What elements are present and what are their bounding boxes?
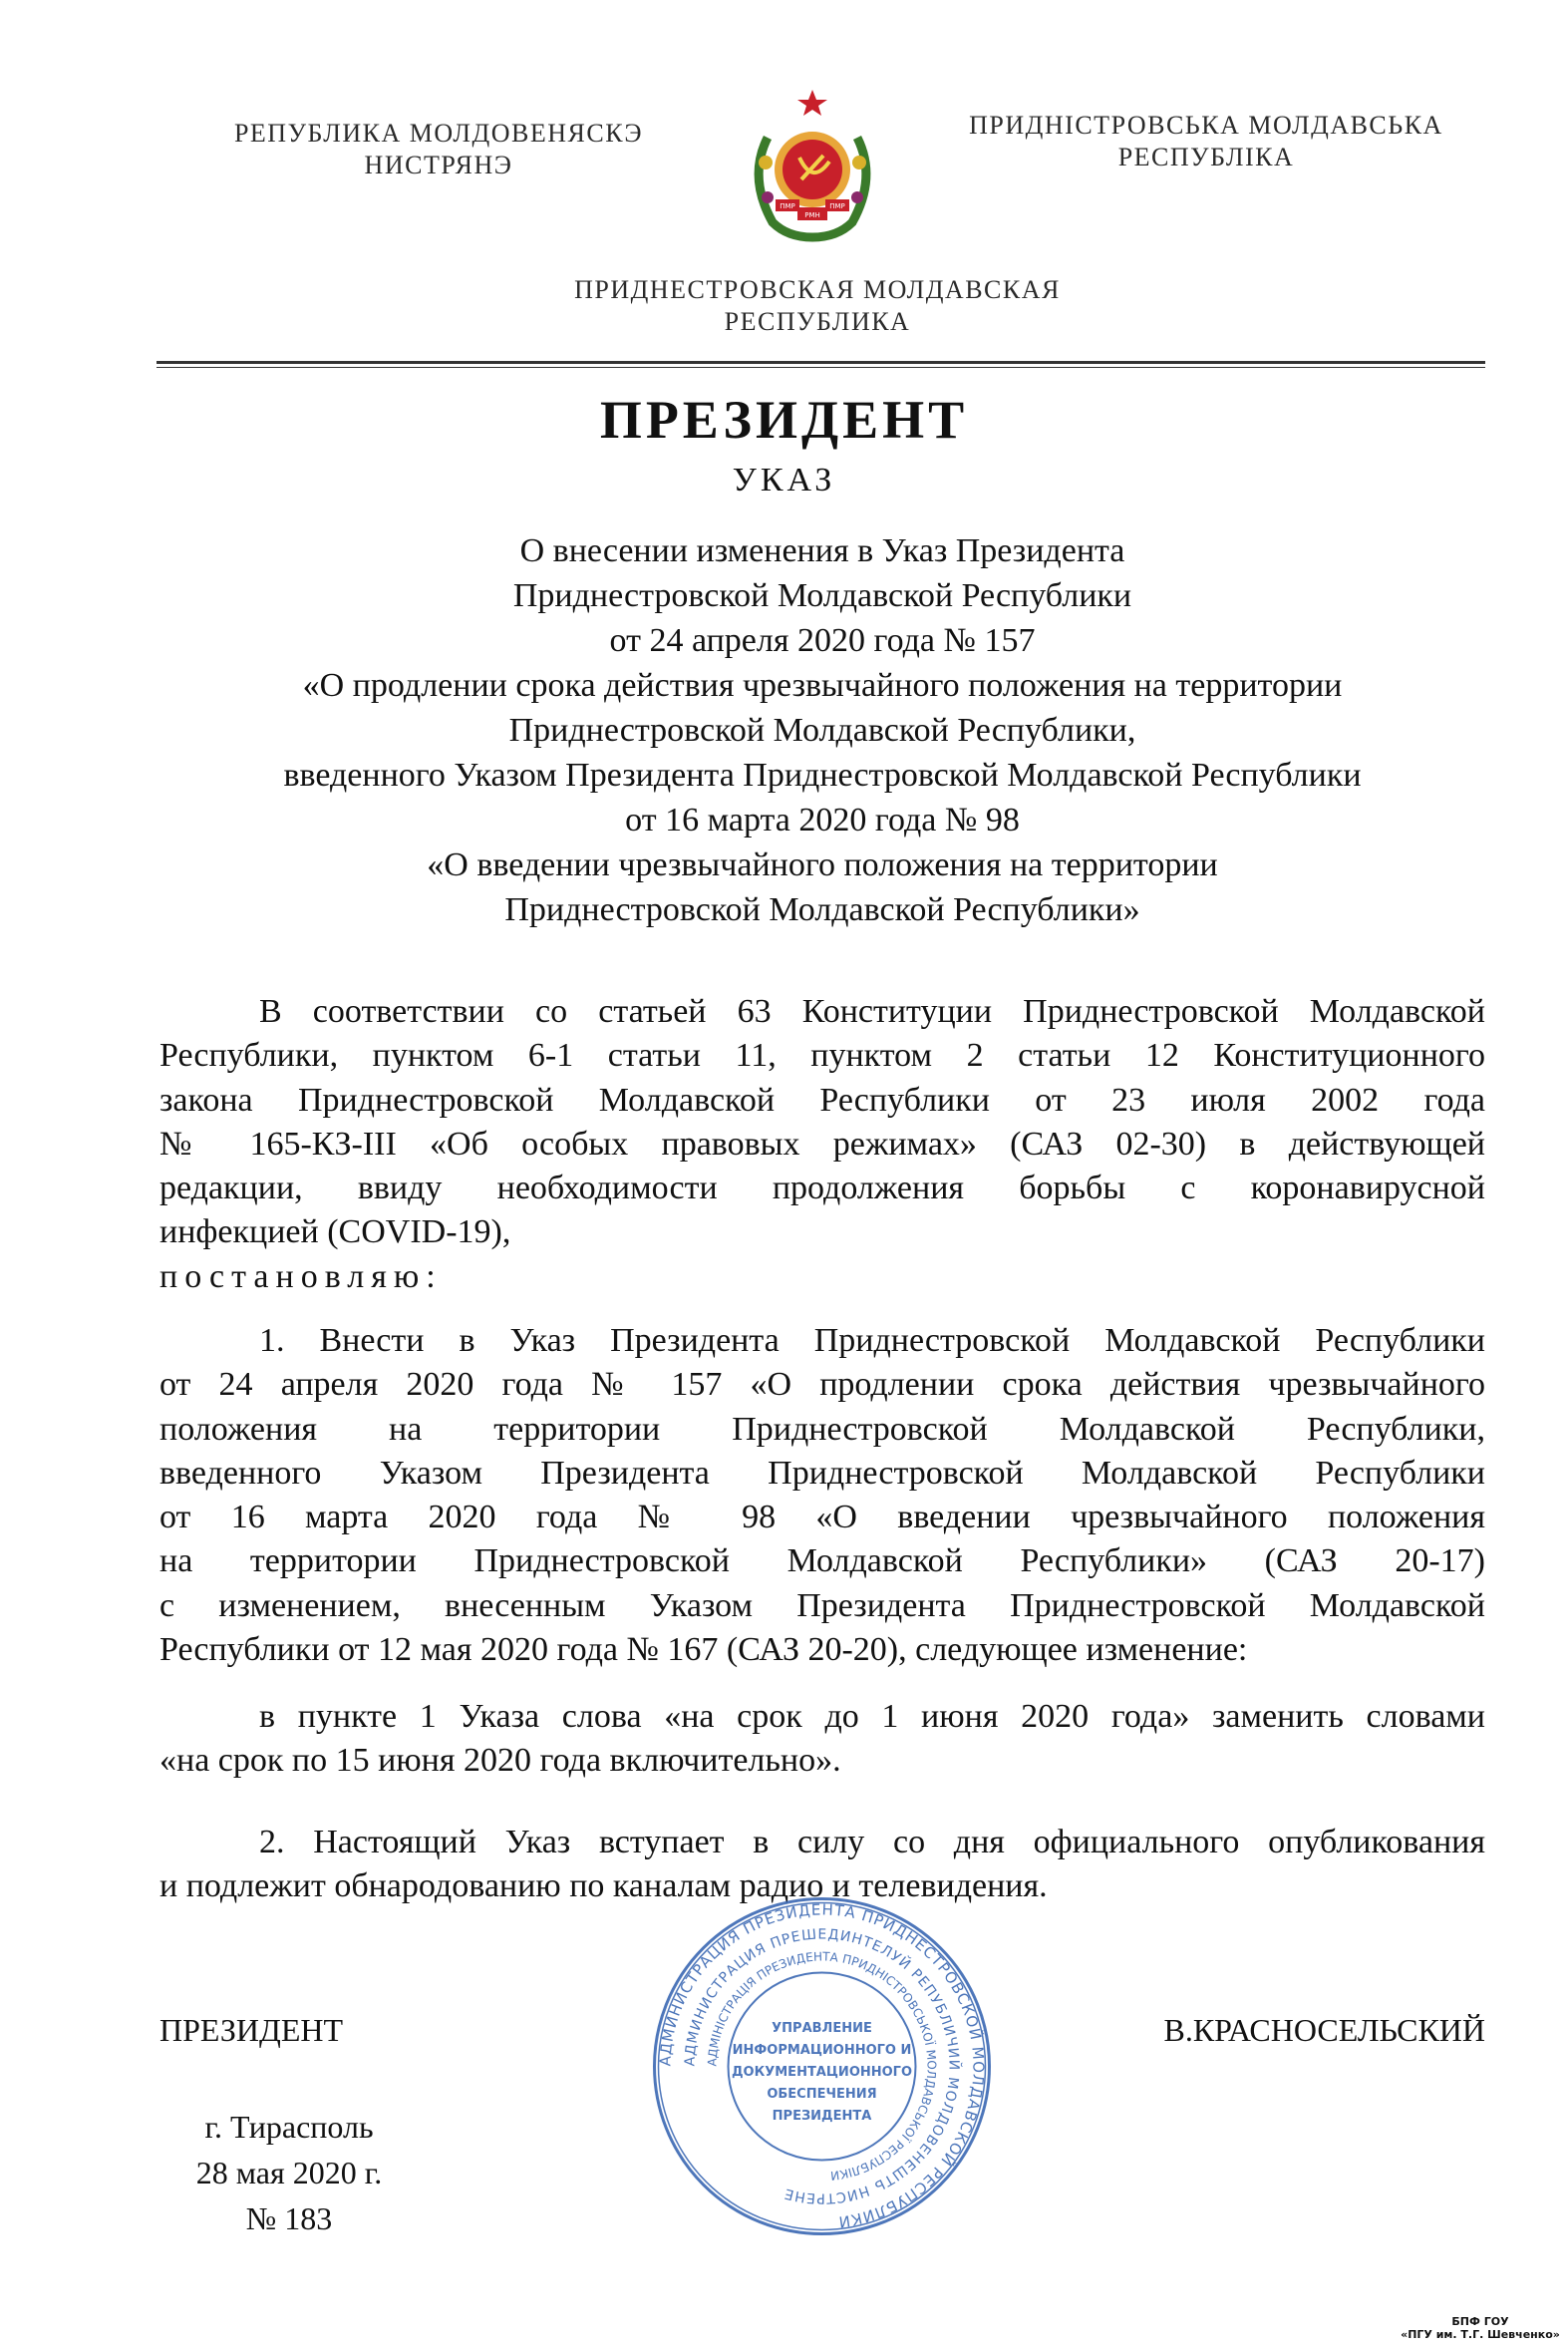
stamp-inner-text: АДМІНІСТРАЦІЯ ПРЕЗИДЕНТА ПРИДНІСТРОВСЬКОЇ МОЛДАВСЬКОЇ РЕСПУБЛІКИ	[705, 1949, 939, 2184]
library-watermark	[1396, 2315, 1565, 2341]
emblem-ribbon-text-center: РМН	[804, 211, 820, 219]
heading-line: от 16 марта 2020 года № 98	[625, 802, 1020, 839]
stamp-center-line: ИНФОРМАЦИОННОГО И	[732, 2043, 912, 2058]
header-divider-thick	[157, 361, 1485, 364]
preamble-paragraph	[159, 990, 1485, 1299]
stamp-middle-text: АДМИНИСТРАЦИЯ ПРЕШЕДИНТЕЛУЙ РЕПУБЛИЧИЙ МОЛДОВЕНЕШТЬ НИСТРЕНЕ	[682, 1926, 962, 2206]
header-right-line1: ПРИДНІСТРОВСЬКА МОЛДАВСЬКА	[969, 111, 1443, 140]
signature-position: ПРЕЗИДЕНТ	[159, 2012, 344, 2048]
heading-line: Приднестровской Молдавской Республики	[512, 577, 1132, 614]
emblem-ribbon-text-left: ПМР	[780, 202, 795, 210]
issue-date: 28 мая 2020 г.	[195, 2155, 383, 2190]
body-line: редакции, ввиду необходимости продолжения борьбы с коронавирусной	[159, 1170, 1485, 1207]
stamp-center-line: ОБЕСПЕЧЕНИЯ	[767, 2087, 877, 2102]
body-line: В соответствии со статьей 63 Конституции Приднестровской Молдавской	[259, 993, 1485, 1030]
document-title: ПРЕЗИДЕНТ	[599, 390, 969, 450]
body-line: инфекцией (COVID-19),	[159, 1213, 511, 1251]
stamp-center-line: ПРЕЗИДЕНТА	[772, 2109, 872, 2124]
body-line: 1. Внести в Указ Президента Приднестровской Молдавской Республики	[259, 1322, 1485, 1359]
heading-line: «О введении чрезвычайного положения на территории	[427, 846, 1218, 883]
header-center-title	[518, 274, 1116, 338]
header-left-title	[199, 118, 678, 181]
body-line: «на срок по 15 июня 2020 года включительно».	[159, 1742, 841, 1780]
official-stamp	[650, 1894, 994, 2238]
state-emblem	[738, 88, 887, 247]
heading-line: О внесении изменения в Указ Президента	[519, 532, 1125, 569]
heading-line: «О продлении срока действия чрезвычайного положения на территории	[302, 667, 1343, 704]
heading-line: от 24 апреля 2020 года № 157	[609, 622, 1036, 659]
stamp-outer-text: АДМИНИСТРАЦИЯ ПРЕЗИДЕНТА ПРИДНЕСТРОВСКОЙ МОЛДАВСКОЙ РЕСПУБЛИКИ	[656, 1900, 988, 2231]
body-line: № 165-КЗ-III «Об особых правовых режимах» (САЗ 02-30) в действующей	[159, 1125, 1485, 1163]
issue-city: г. Тирасполь	[204, 2109, 374, 2145]
heading-line: введенного Указом Президента Приднестровской Молдавской Республики	[283, 757, 1362, 794]
body-line: в пункте 1 Указа слова «на срок до 1 июня 2020 года» заменить словами	[259, 1698, 1485, 1735]
header-center-line1: ПРИДНЕСТРОВСКАЯ МОЛДАВСКАЯ	[574, 275, 1061, 304]
resolve-word: постановляю:	[159, 1257, 443, 1295]
decree-item-1	[159, 1319, 1485, 1672]
body-line: 2. Настоящий Указ вступает в силу со дня официального опубликования	[259, 1824, 1485, 1860]
library-watermark-line2: «ПГУ им. Т.Г. Шевченко»	[1401, 2328, 1560, 2341]
decree-clause	[159, 1695, 1485, 1784]
header-right-line2: РЕСПУБЛІКА	[1117, 143, 1295, 171]
header-left-line2: НИСТРЯНЭ	[364, 151, 513, 179]
decree-heading	[159, 528, 1485, 932]
body-line: введенного Указом Президента Приднестровской Молдавской Республики	[159, 1454, 1485, 1492]
header-left-line1: РЕПУБЛИКА МОЛДОВЕНЯСКЭ	[233, 119, 644, 148]
body-line: положения на территории Приднестровской Молдавской Республики,	[159, 1410, 1485, 1448]
emblem-ribbon-text-right: ПМР	[829, 202, 845, 210]
header-divider-thin	[157, 367, 1485, 368]
place-date-number	[159, 2104, 419, 2241]
signature-name: В.КРАСНОСЕЛЬСКИЙ	[1163, 2012, 1485, 2048]
stamp-center-line: ДОКУМЕНТАЦИОННОГО	[731, 2065, 913, 2080]
stamp-center-line: УПРАВЛЕНИЕ	[772, 2021, 872, 2036]
header-right-title	[937, 110, 1475, 173]
emblem-star	[797, 90, 827, 116]
heading-line: Приднестровской Молдавской Республики»	[504, 891, 1140, 928]
body-line: от 16 марта 2020 года № 98 «О введении чрезвычайного положения	[159, 1499, 1485, 1536]
body-line: Республики от 12 мая 2020 года № 167 (САЗ 20-20), следующее изменение:	[159, 1631, 1248, 1669]
decree-number: № 183	[245, 2200, 333, 2236]
body-line: Республики, пунктом 6-1 статьи 11, пунктом 2 статьи 12 Конституционного	[159, 1037, 1485, 1075]
body-line: и подлежит обнародованию по каналам радио и телевидения.	[159, 1867, 1048, 1905]
document-type: УКАЗ	[732, 462, 836, 499]
body-line: с изменением, внесенным Указом Президента Приднестровской Молдавской	[159, 1586, 1485, 1624]
body-line: на территории Приднестровской Молдавской Республики» (САЗ 20-17)	[159, 1542, 1485, 1580]
heading-line: Приднестровской Молдавской Республики,	[508, 712, 1136, 749]
library-watermark-line1: БПФ ГОУ	[1451, 2315, 1509, 2328]
body-line: закона Приднестровской Молдавской Республики от 23 июля 2002 года	[159, 1081, 1485, 1119]
header-center-line2: РЕСПУБЛИКА	[724, 307, 911, 336]
body-line: от 24 апреля 2020 года № 157 «О продлении срока действия чрезвычайного	[159, 1366, 1485, 1404]
